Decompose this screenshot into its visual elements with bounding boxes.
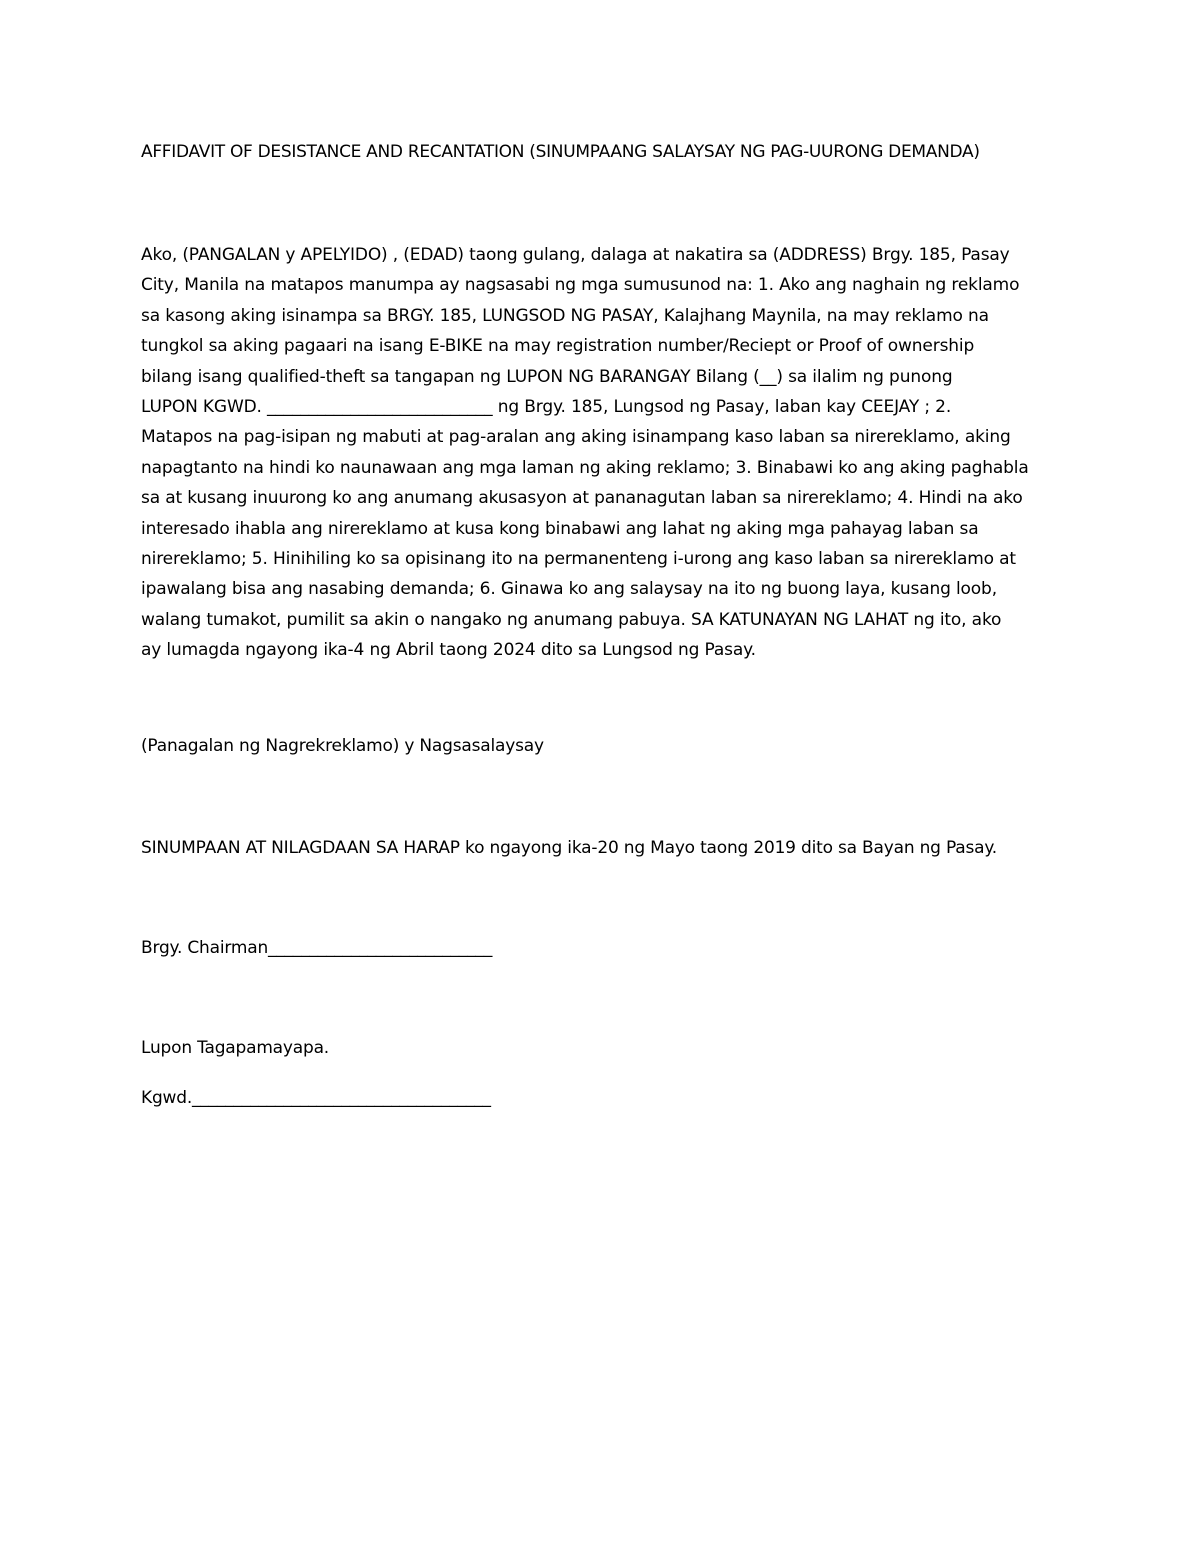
kagawad-signature-line: Kgwd.____________________________________ bbox=[141, 1088, 491, 1108]
document-title: AFFIDAVIT OF DESISTANCE AND RECANTATION (SINUMPAANG SALAYSAY NG PAG-UURONG DEMANDA) bbox=[141, 142, 980, 162]
body-line-14: ay lumagda ngayong ika-4 ng Abril taong 2024 dito sa Lungsod ng Pasay. bbox=[141, 640, 756, 661]
body-line-7: Matapos na pag-isipan ng mabuti at pag-aralan ang aking isinampang kaso laban sa nirereklamo, aking bbox=[141, 427, 1011, 448]
body-line-12: ipawalang bisa ang nasabing demanda; 6. Ginawa ko ang salaysay na ito ng buong laya, kusang loob, bbox=[141, 579, 997, 600]
body-line-3: sa kasong aking isinampa sa BRGY. 185, LUNGSOD NG PASAY, Kalajhang Maynila, na may reklamo na bbox=[141, 305, 989, 326]
chairman-signature-line: Brgy. Chairman___________________________ bbox=[141, 938, 493, 958]
body-line-11: nirereklamo; 5. Hinihiling ko sa opisinang ito na permanenteng i-urong ang kaso laban sa nirereklamo at bbox=[141, 549, 1016, 570]
body-line-4: tungkol sa aking pagaari na isang E-BIKE na may registration number/Reciept or Proof of ownership bbox=[141, 336, 975, 357]
body-line-9: sa at kusang inuurong ko ang anumang akusasyon at pananagutan laban sa nirereklamo; 4. Hindi na ako bbox=[141, 488, 1023, 509]
body-line-1: Ako, (PANGALAN y APELYIDO) , (EDAD) taong gulang, dalaga at nakatira sa (ADDRESS) Brgy. 185, Pasay bbox=[141, 245, 1010, 265]
complainant-signature-label: (Panagalan ng Nagrekreklamo) y Nagsasalaysay bbox=[141, 736, 544, 756]
body-line-10: interesado ihabla ang nirereklamo at kusa kong binabawi ang lahat ng aking mga pahayag laban sa bbox=[141, 518, 979, 539]
sworn-statement: SINUMPAAN AT NILAGDAAN SA HARAP ko ngayong ika-20 ng Mayo taong 2019 dito sa Bayan ng Pasay. bbox=[141, 838, 997, 858]
body-line-5: bilang isang qualified-theft sa tangapan ng LUPON NG BARANGAY Bilang (__) sa ilalim ng punong bbox=[141, 366, 953, 387]
affidavit-body bbox=[141, 240, 1061, 666]
body-line-2: City, Manila na matapos manumpa ay nagsasabi ng mga sumusunod na: 1. Ako ang naghain ng reklamo bbox=[141, 275, 1020, 296]
body-line-13: walang tumakot, pumilit sa akin o nangako ng anumang pabuya. SA KATUNAYAN NG LAHAT ng ito, ako bbox=[141, 609, 1002, 630]
body-line-8: napagtanto na hindi ko naunawaan ang mga laman ng aking reklamo; 3. Binabawi ko ang aking paghabla bbox=[141, 457, 1029, 478]
lupon-label: Lupon Tagapamayapa. bbox=[141, 1038, 329, 1058]
body-line-6: LUPON KGWD. ___________________________ ng Brgy. 185, Lungsod ng Pasay, laban kay CEEJAY ; 2. bbox=[141, 397, 952, 418]
